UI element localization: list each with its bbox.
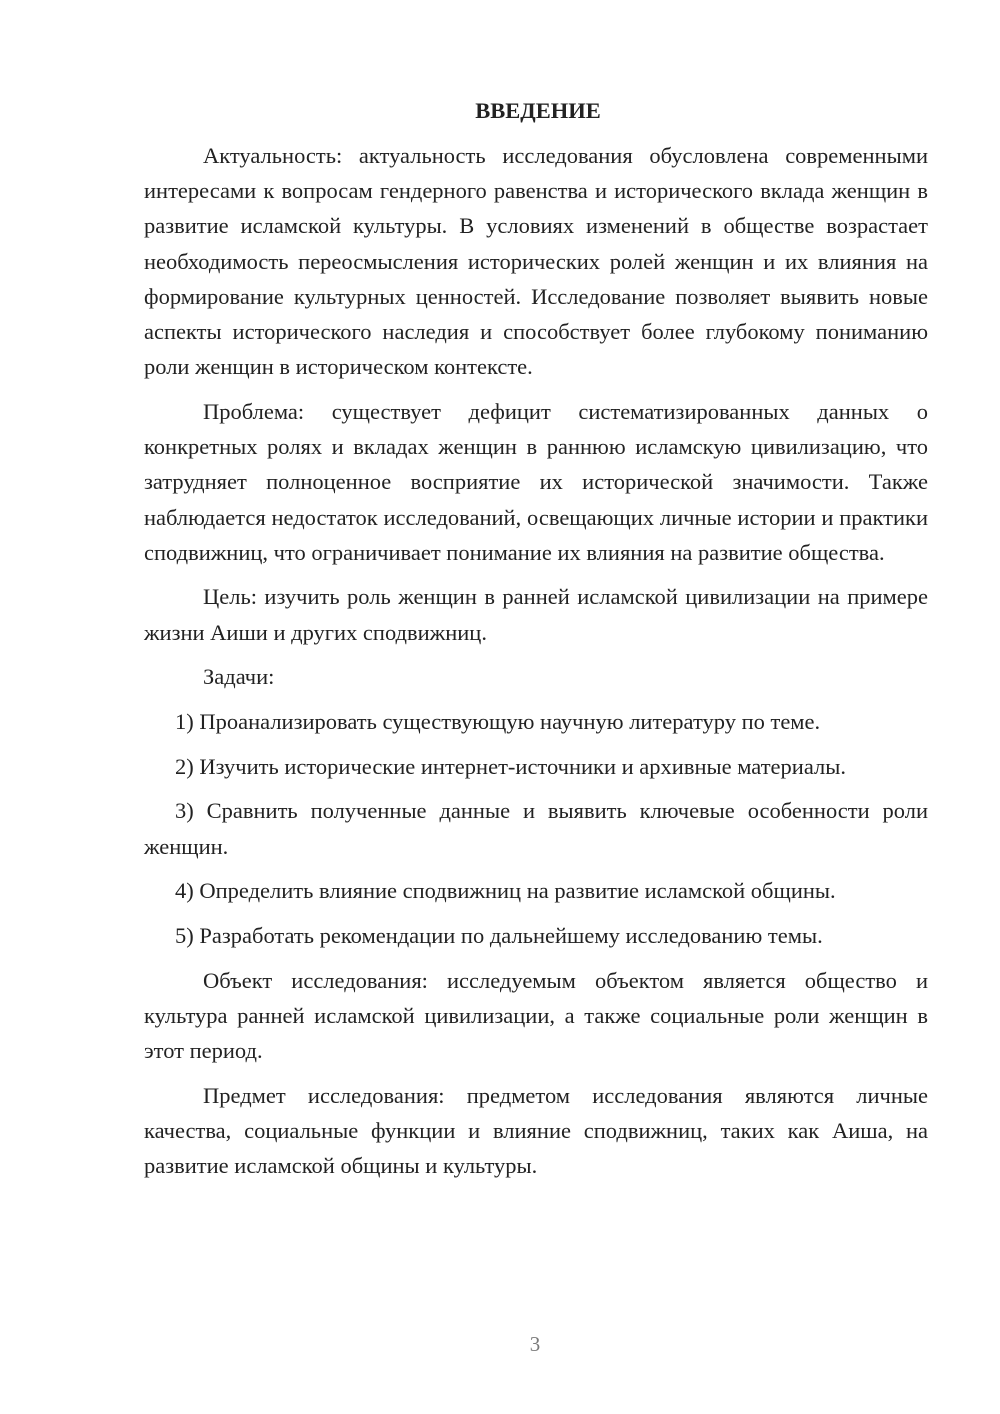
goal-paragraph: Цель: изучить роль женщин в ранней исламской цивилизации на примере жизни Аиши и других сподвижниц. — [144, 584, 928, 645]
relevance-paragraph: Актуальность: актуальность исследования обусловлена современными интересами к вопросам гендерного равенства и исторического вклада женщин в развитие исламской культуры. В условиях изменений в обществе возрастает необходимость переосмысления исторических ролей женщин и их влияния на формирование культурных ценностей. Исследование позволяет выявить новые аспекты исторического наследия и способствует более глубокому пониманию роли женщин в историческом контексте. — [144, 143, 928, 380]
tasks-label: Задачи: — [203, 664, 275, 690]
problem-paragraph: Проблема: существует дефицит систематизированных данных о конкретных ролях и вкладах женщин в раннюю исламскую цивилизацию, что затрудняет полноценное восприятие их исторической значимости. Также наблюдается недостаток исследований, освещающих личные истории и практики сподвижниц, что ограничивает понимание их влияния на развитие общества. — [144, 398, 928, 565]
section-heading: ВВЕДЕНИЕ — [475, 98, 601, 123]
task-item: 3) Сравнить полученные данные и выявить ключевые особенности роли женщин. — [144, 798, 928, 859]
task-item: 2) Изучить исторические интернет-источники и архивные материалы. — [175, 753, 846, 779]
subject-paragraph: Предмет исследования: предметом исследования являются личные качества, социальные функции и влияние сподвижниц, таких как Аиша, на развитие исламской общины и культуры. — [144, 1082, 928, 1179]
task-item: 5) Разработать рекомендации по дальнейшему исследованию темы. — [175, 923, 823, 949]
page-body — [144, 93, 928, 1193]
page-number: 3 — [529, 1332, 541, 1356]
object-paragraph: Объект исследования: исследуемым объектом является общество и культура ранней исламской цивилизации, а также социальные роли женщин в этот период. — [144, 967, 928, 1064]
task-item: 1) Проанализировать существующую научную литературу по теме. — [175, 709, 821, 735]
task-item: 4) Определить влияние сподвижниц на развитие исламской общины. — [175, 878, 836, 904]
